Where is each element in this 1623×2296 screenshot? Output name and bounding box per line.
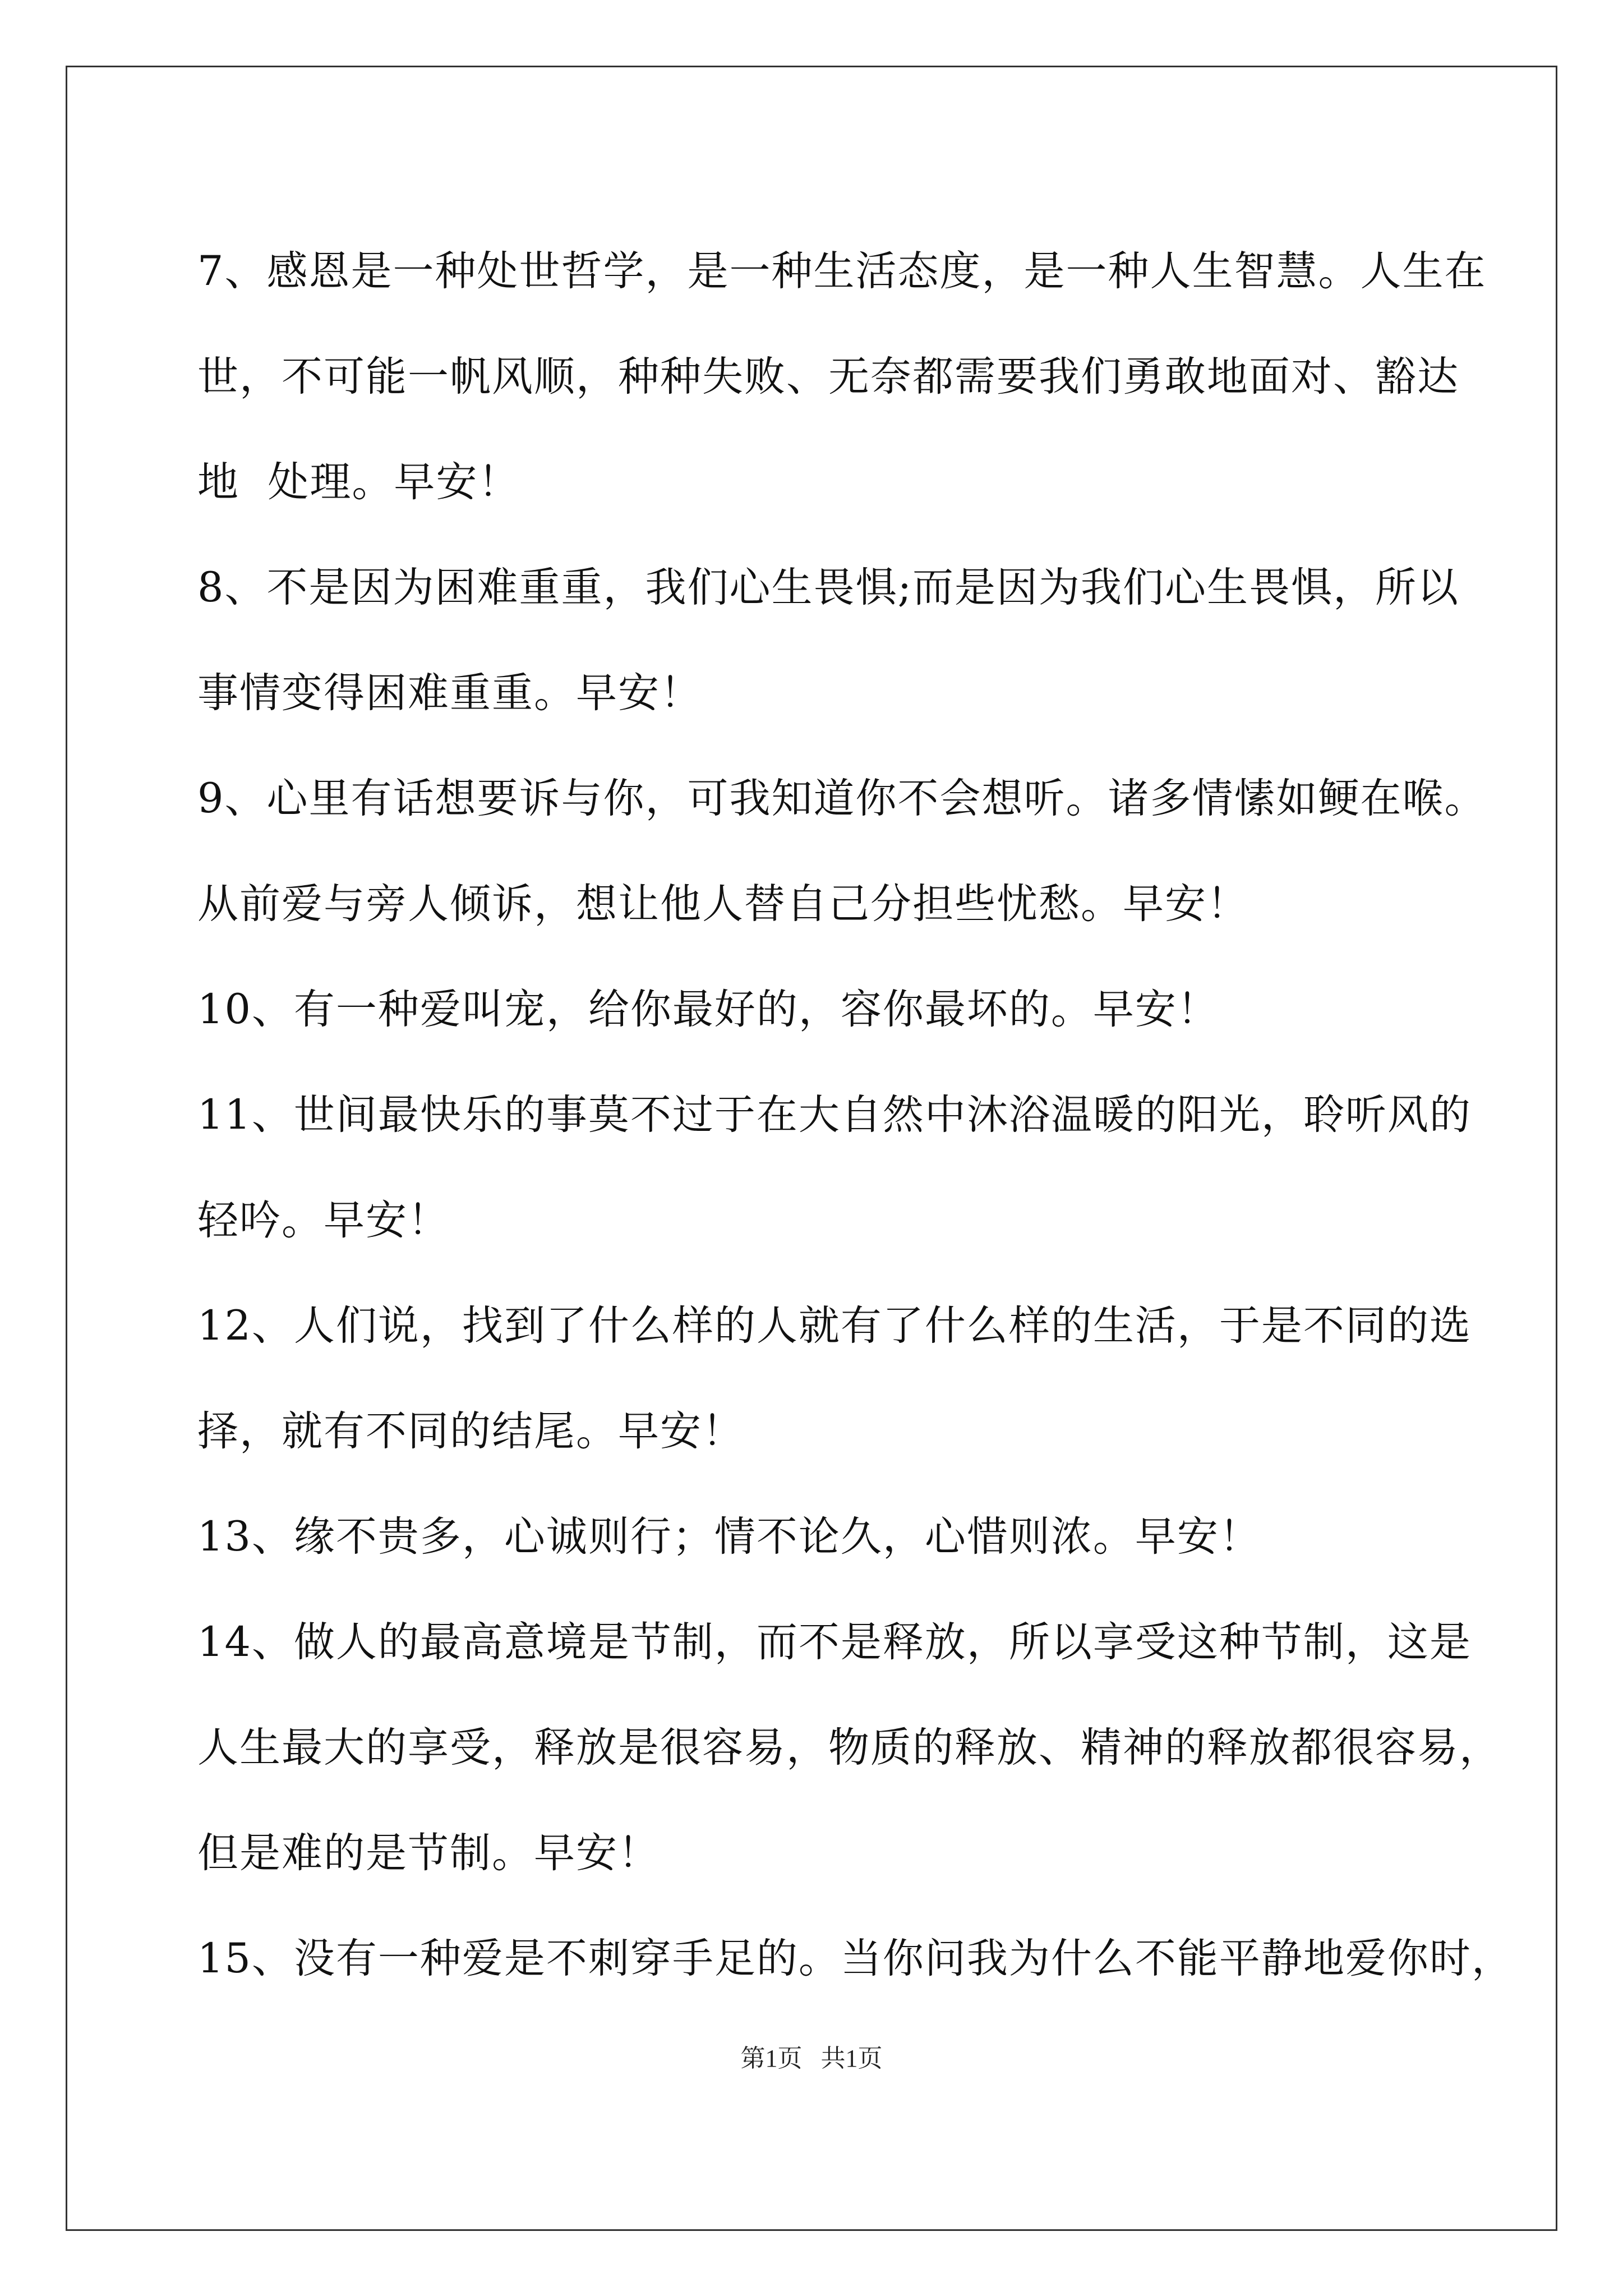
text-line: 15、没有一种爱是不刺穿手足的。当你问我为什么不能平静地爱你时， [197, 1935, 1514, 1982]
text-line: 12、人们说，找到了什么样的人就有了什么样的生活，于是不同的选 [197, 1302, 1472, 1350]
text-line: 地 处理。早安！ [197, 458, 520, 506]
text-line: 8、不是因为困难重重，我们心生畏惧;而是因为我们心生畏惧，所以 [197, 564, 1460, 611]
text-line: 从前爱与旁人倾诉，想让他人替自己分担些忧愁。早安！ [197, 880, 1249, 928]
text-line: 人生最大的享受，释放是很容易，物质的释放、精神的释放都很容易， [197, 1724, 1501, 1772]
text-line: 9、心里有话想要诉与你，可我知道你不会想听。诸多情愫如鲠在喉。 [197, 775, 1487, 822]
text-line: 轻吟。早安！ [197, 1197, 450, 1244]
page-number-footer: 第1页 共1页 [740, 2045, 883, 2072]
text-line: 13、缘不贵多，心诚则行；情不论久，心惜则浓。早安！ [197, 1513, 1261, 1561]
text-line: 11、世间最快乐的事莫不过于在大自然中沐浴温暖的阳光，聆听风的 [197, 1091, 1472, 1139]
text-line: 14、做人的最高意境是节制，而不是释放，所以享受这种节制，这是 [197, 1618, 1472, 1666]
text-line: 择，就有不同的结尾。早安！ [197, 1407, 744, 1455]
text-line: 7、感恩是一种处世哲学，是一种生活态度，是一种人生智慧。人生在 [197, 247, 1487, 295]
text-line: 事情变得困难重重。早安！ [197, 669, 702, 717]
text-line: 但是难的是节制。早安！ [197, 1829, 660, 1877]
text-line: 10、有一种爱叫宠，给你最好的，容你最坏的。早安！ [197, 986, 1219, 1033]
text-line: 世，不可能一帆风顺，种种失败、无奈都需要我们勇敢地面对、豁达 [197, 353, 1459, 401]
document-body [197, 219, 1514, 2012]
